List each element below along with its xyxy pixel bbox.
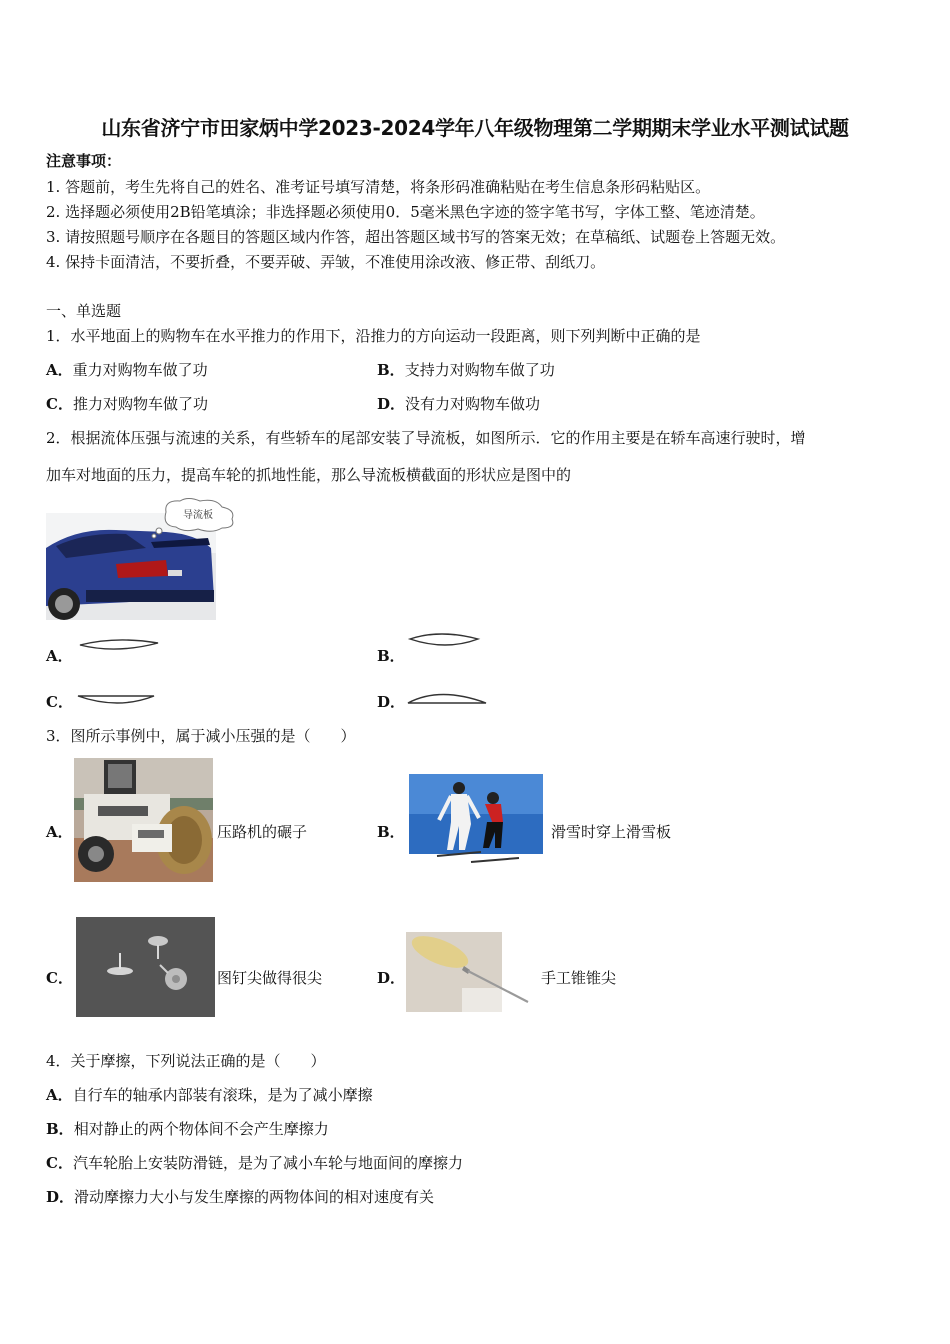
q2-option-a-label: A． [46, 647, 73, 665]
page-title: 山东省济宁市田家炳中学2023-2024学年八年级物理第二学期期末学业水平测试试题 [101, 116, 849, 140]
q1-option-a: A．重力对购物车做了功 [46, 361, 208, 379]
notice-item: 3. 请按照题号顺序在各题目的答题区域内作答，超出答题区域书写的答案无效；在草稿纸、试题卷上答题无效。 [46, 228, 786, 246]
section-heading: 一、单选题 [46, 302, 122, 320]
awl-image [406, 932, 535, 1012]
q3-option-d-label: D． [377, 969, 406, 987]
skiers-image [409, 774, 543, 878]
question-1-stem: 1．水平地面上的购物车在水平推力的作用下，沿推力的方向运动一段距离，则下列判断中正确的是 [46, 327, 701, 345]
q3-option-b-label: B． [377, 823, 405, 841]
q3-option-c-text: 图钉尖做得很尖 [217, 969, 323, 987]
q4-option-a: A．自行车的轴承内部装有滚珠，是为了减小摩擦 [46, 1086, 373, 1104]
q2-option-d-label: D． [377, 693, 406, 711]
question-2-stem-line2: 加车对地面的压力，提高车轮的抓地性能，那么导流板横截面的形状应是图中的 [46, 466, 572, 484]
q4-option-d: D．滑动摩擦力大小与发生摩擦的两物体间的相对速度有关 [46, 1188, 435, 1206]
q1-option-c: C．推力对购物车做了功 [46, 395, 208, 413]
airfoil-c-shape [74, 690, 160, 710]
q3-option-c-label: C． [46, 969, 73, 987]
question-3-stem: 3．图所示事例中，属于减小压强的是（ ） [46, 727, 356, 745]
car-spoiler-image [46, 498, 242, 620]
airfoil-d-shape [404, 688, 490, 708]
notice-item: 2. 选择题必须使用2B铅笔填涂；非选择题必须使用0．5毫米黑色字迹的签字笔书写，字体工整、笔迹清楚。 [46, 203, 765, 221]
q2-option-b-label: B． [377, 647, 405, 665]
q3-option-b-text: 滑雪时穿上滑雪板 [551, 823, 672, 841]
q1-option-b: B．支持力对购物车做了功 [377, 361, 555, 379]
q1-option-d: D．没有力对购物车做功 [377, 395, 541, 413]
airfoil-b-shape [406, 629, 482, 653]
bubble-label: 导流板 [183, 510, 213, 521]
notice-item: 1. 答题前，考生先将自己的姓名、准考证号填写清楚，将条形码准确粘贴在考生信息条形码粘贴区。 [46, 178, 711, 196]
thumbtacks-image [76, 917, 215, 1017]
road-roller-image [74, 758, 213, 882]
q3-option-a-text: 压路机的碾子 [217, 823, 308, 841]
notice-item: 4. 保持卡面清洁，不要折叠，不要弄破、弄皱，不准使用涂改液、修正带、刮纸刀。 [46, 253, 606, 271]
q3-option-d-text: 手工锥锥尖 [541, 969, 617, 987]
q3-option-a-label: A． [46, 823, 73, 841]
q4-option-b: B．相对静止的两个物体间不会产生摩擦力 [46, 1120, 329, 1138]
q4-option-c: C．汽车轮胎上安装防滑链，是为了减小车轮与地面间的摩擦力 [46, 1154, 463, 1172]
notice-heading: 注意事项： [46, 152, 122, 170]
question-2-stem-line1: 2．根据流体压强与流速的关系，有些轿车的尾部安装了导流板，如图所示．它的作用主要是在轿车高速行驶时，增 [46, 429, 806, 447]
q2-option-c-label: C． [46, 693, 73, 711]
airfoil-a-shape [76, 634, 162, 656]
question-4-stem: 4．关于摩擦，下列说法正确的是（ ） [46, 1052, 326, 1070]
